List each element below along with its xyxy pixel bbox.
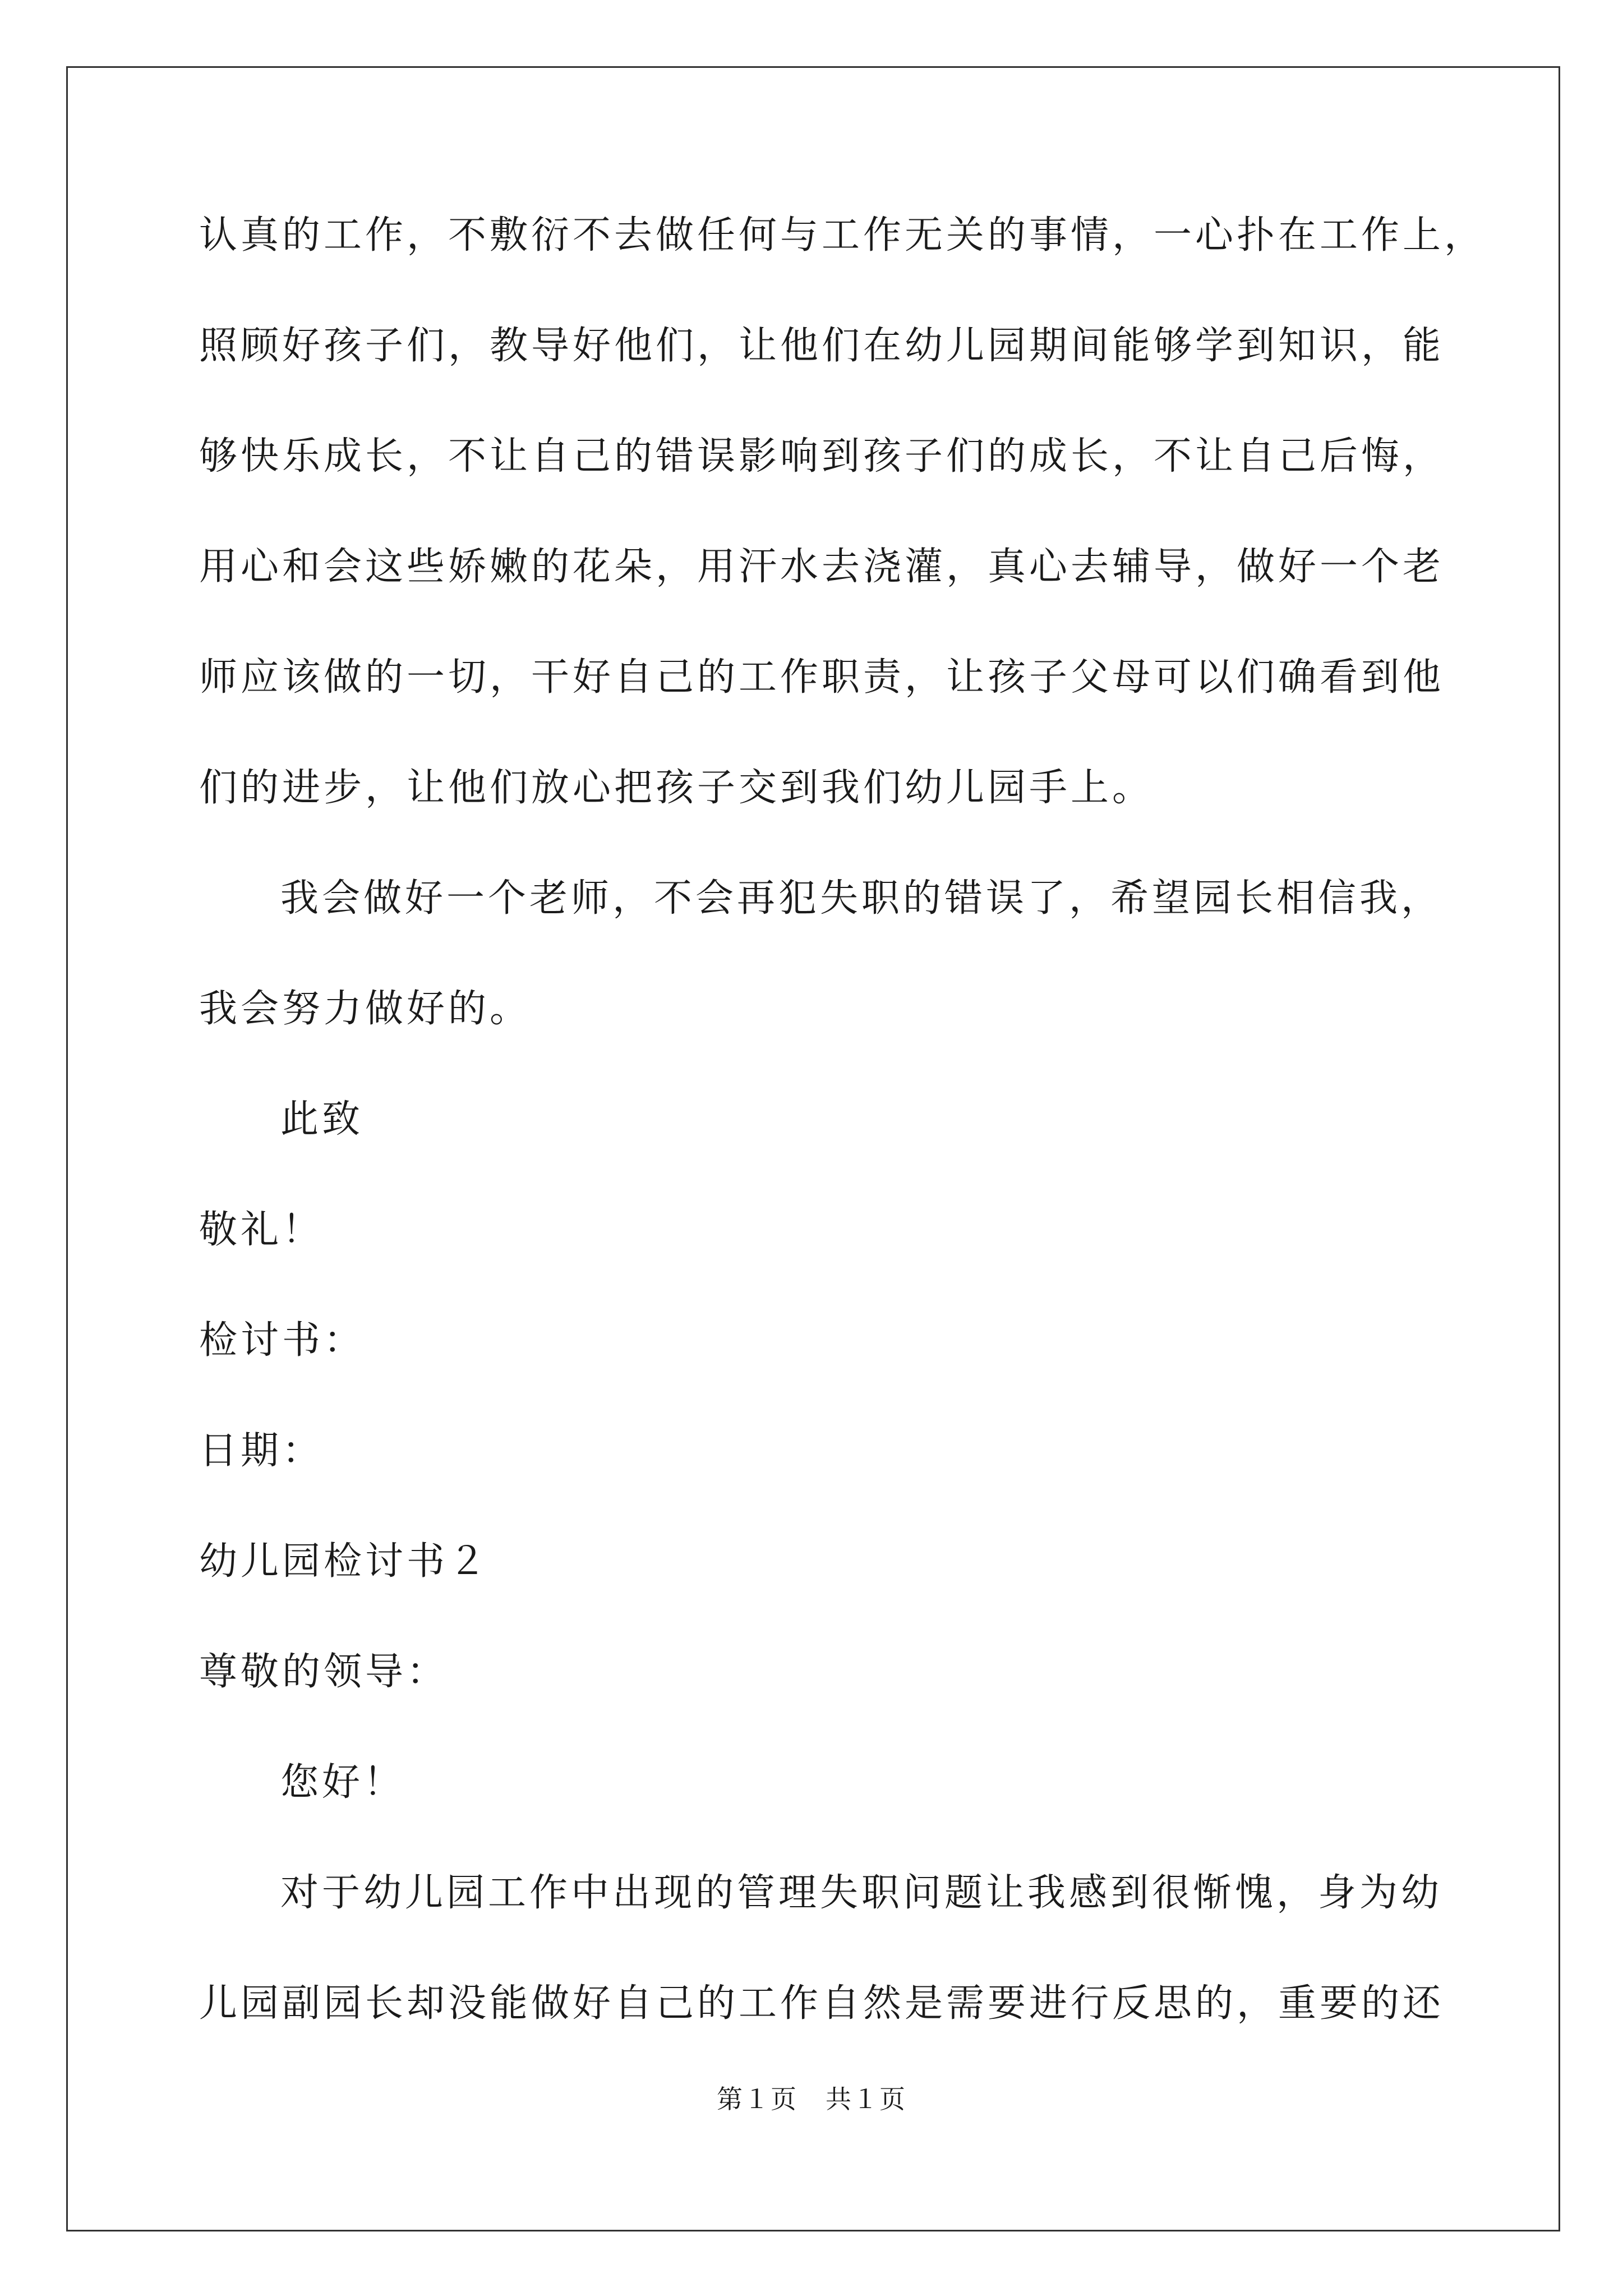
text-line: 儿园副园长却没能做好自己的工作自然是需要进行反思的，重要的还 bbox=[199, 1981, 1445, 2026]
page-number-total: 共１页 bbox=[826, 2084, 906, 2114]
greeting-addressee: 尊敬的领导： bbox=[199, 1650, 449, 1694]
page-footer bbox=[0, 2082, 1623, 2116]
text-line: 对于幼儿园工作中出现的管理失职问题让我感到很惭愧，身为幼 bbox=[280, 1871, 1443, 1915]
text-line: 们的进步，让他们放心把孩子交到我们幼儿园手上。 bbox=[199, 766, 1154, 810]
text-line: 照顾好孩子们，教导好他们，让他们在幼儿园期间能够学到知识，能 bbox=[199, 324, 1445, 368]
greeting: 您好！ bbox=[280, 1760, 405, 1805]
text-line: 认真的工作，不敷衍不去做任何与工作无关的事情，一心扑在工作上， bbox=[199, 213, 1486, 257]
salutation-closing: 此致 bbox=[280, 1097, 364, 1142]
text-line: 用心和会这些娇嫩的花朵，用汗水去浇灌，真心去辅导，做好一个老 bbox=[199, 545, 1445, 589]
signature-label: 检讨书： bbox=[199, 1318, 366, 1363]
text-line: 我会努力做好的。 bbox=[199, 987, 532, 1031]
text-line: 师应该做的一切，干好自己的工作职责，让孩子父母可以们确看到他 bbox=[199, 655, 1445, 700]
salutation-regards: 敬礼！ bbox=[199, 1208, 324, 1252]
text-line: 够快乐成长，不让自己的错误影响到孩子们的成长，不让自己后悔， bbox=[199, 434, 1445, 478]
document-body bbox=[199, 202, 1486, 2081]
text-line: 我会做好一个老师，不会再犯失职的错误了，希望园长相信我， bbox=[280, 876, 1443, 921]
page-number-current: 第１页 bbox=[717, 2084, 797, 2114]
date-label: 日期： bbox=[199, 1429, 324, 1473]
section-title: 幼儿园检讨书２ bbox=[199, 1539, 490, 1584]
